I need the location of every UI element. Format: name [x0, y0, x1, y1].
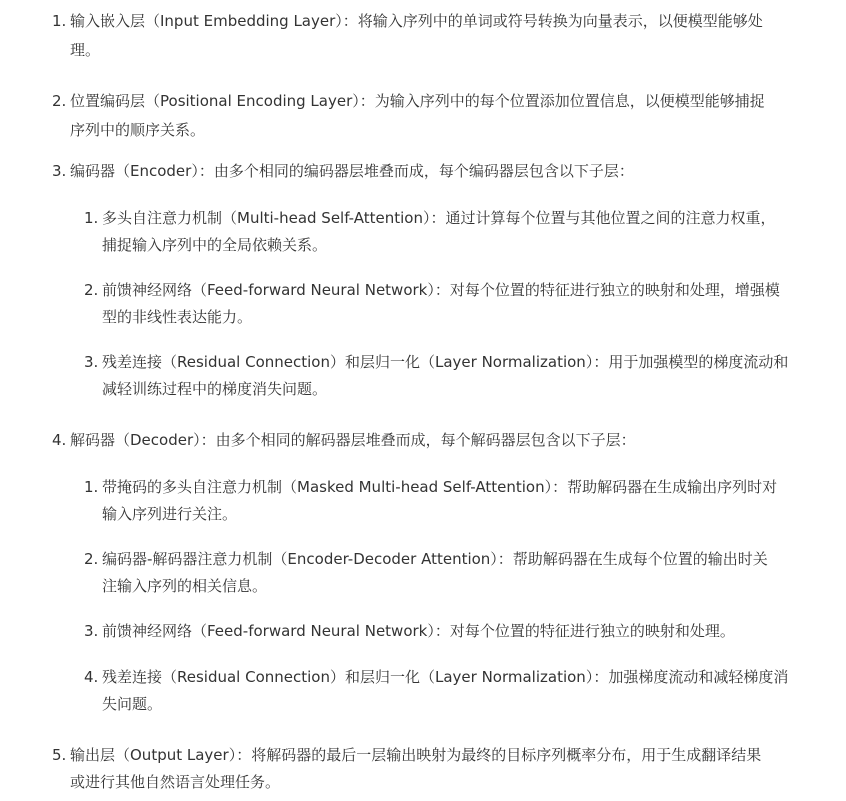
list-item-5	[52, 742, 761, 768]
sub-list-item-3-1-continuation: 捕捉输入序列中的全局依赖关系。	[102, 236, 328, 254]
item-number: 3.	[84, 622, 99, 640]
list-item-1	[52, 8, 763, 34]
item-number: 2.	[52, 92, 67, 110]
list-item-2	[52, 88, 765, 114]
item-text: 残差连接（Residual Connection）和层归一化（Layer Normalization）：用于加强模型的梯度流动和	[102, 353, 789, 371]
list-item-1-continuation: 理。	[70, 41, 101, 59]
list-item-5-continuation: 或进行其他自然语言处理任务。	[70, 773, 281, 791]
item-text: 残差连接（Residual Connection）和层归一化（Layer Normalization）：加强梯度流动和减轻梯度消	[102, 668, 789, 686]
item-number: 4.	[84, 668, 99, 686]
sub-list-item-3-3	[84, 349, 788, 375]
item-text: 输入嵌入层（Input Embedding Layer）：将输入序列中的单词或符号转换为向量表示，以便模型能够处	[70, 12, 763, 30]
item-number: 1.	[52, 12, 67, 30]
item-text: 带掩码的多头自注意力机制（Masked Multi-head Self-Attention）：帮助解码器在生成输出序列时对	[102, 478, 778, 496]
item-number: 2.	[84, 281, 99, 299]
sub-list-item-4-1	[84, 474, 777, 500]
item-number: 4.	[52, 431, 67, 449]
sub-list-item-4-2	[84, 546, 768, 572]
item-number: 1.	[84, 209, 99, 227]
sub-list-item-4-2-continuation: 注输入序列的相关信息。	[102, 577, 268, 595]
item-text: 多头自注意力机制（Multi-head Self-Attention）：通过计算每个位置与其他位置之间的注意力权重，	[102, 209, 776, 227]
item-number: 3.	[84, 353, 99, 371]
item-text: 位置编码层（Positional Encoding Layer）：为输入序列中的每个位置添加位置信息，以便模型能够捕捉	[70, 92, 765, 110]
sub-list-item-3-2-continuation: 型的非线性表达能力。	[102, 308, 253, 326]
item-number: 3.	[52, 162, 67, 180]
item-text: 解码器（Decoder）：由多个相同的解码器层堆叠而成，每个解码器层包含以下子层：	[70, 431, 636, 449]
sub-list-item-4-4	[84, 664, 788, 690]
item-text: 编码器（Encoder）：由多个相同的编码器层堆叠而成，每个编码器层包含以下子层：	[70, 162, 634, 180]
sub-list-item-4-1-continuation: 输入序列进行关注。	[102, 505, 238, 523]
sub-list-item-4-3	[84, 618, 735, 644]
sub-list-item-3-3-continuation: 减轻训练过程中的梯度消失问题。	[102, 380, 328, 398]
item-number: 5.	[52, 746, 67, 764]
sub-list-item-3-1	[84, 205, 776, 231]
sub-list-item-4-4-continuation: 失问题。	[102, 695, 163, 713]
item-number: 2.	[84, 550, 99, 568]
list-item-2-continuation: 序列中的顺序关系。	[70, 121, 206, 139]
item-number: 1.	[84, 478, 99, 496]
item-text: 前馈神经网络（Feed-forward Neural Network）：对每个位置的特征进行独立的映射和处理，增强模	[102, 281, 780, 299]
item-text: 前馈神经网络（Feed-forward Neural Network）：对每个位置的特征进行独立的映射和处理。	[102, 622, 735, 640]
list-item-3	[52, 158, 634, 184]
item-text: 编码器-解码器注意力机制（Encoder-Decoder Attention）：帮助解码器在生成每个位置的输出时关	[102, 550, 768, 568]
list-item-4	[52, 427, 636, 453]
sub-list-item-3-2	[84, 277, 780, 303]
item-text: 输出层（Output Layer）：将解码器的最后一层输出映射为最终的目标序列概率分布，用于生成翻译结果	[70, 746, 762, 764]
